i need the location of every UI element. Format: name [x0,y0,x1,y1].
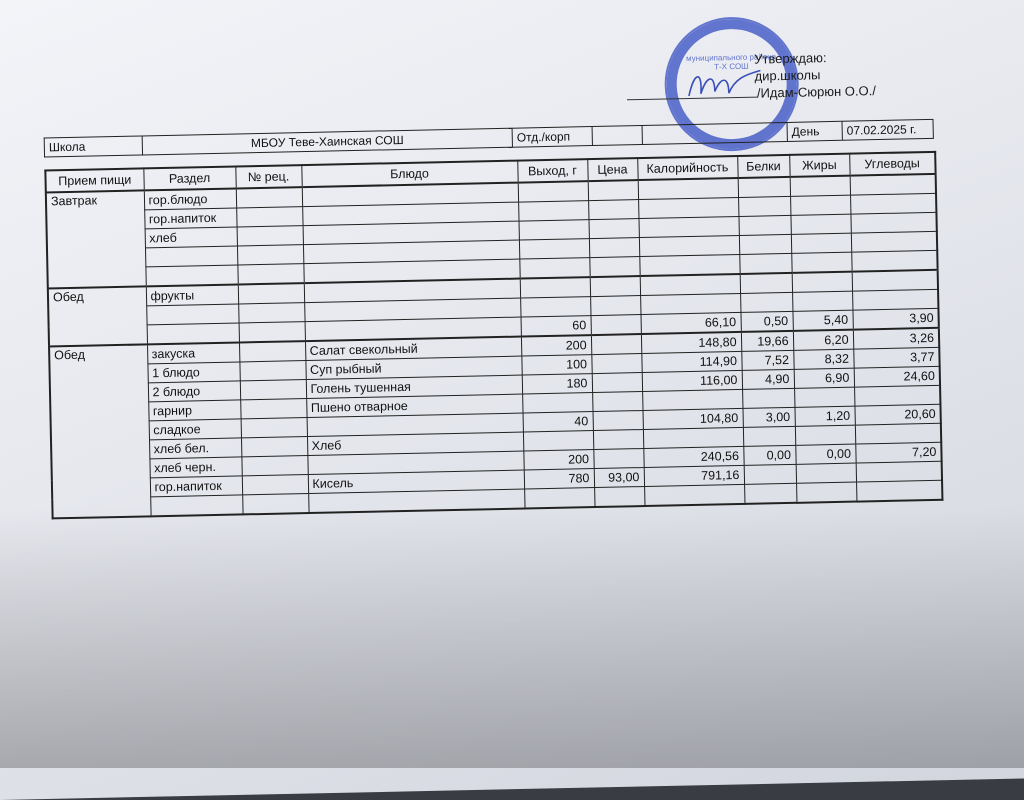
cell-kcal [638,178,738,200]
cell-yield: 200 [521,335,591,356]
cell-protein [744,483,796,504]
cell-yield: 780 [524,469,594,489]
cell-price [593,449,643,469]
cell-dish: Салат свекольный [305,337,521,361]
cell-protein [739,253,791,274]
cell-protein [742,388,794,408]
cell-section [150,495,242,516]
cell-kcal: 66,10 [640,312,740,334]
cell-price [591,334,641,355]
cell-section: хлеб [145,227,237,248]
cell-protein [740,292,792,312]
cell-fat: 0,00 [795,444,855,464]
cell-fat: 5,40 [792,310,852,331]
cell-kcal [639,254,739,276]
cell-price [590,296,640,316]
cell-price [589,238,639,258]
cell-rec [238,303,304,323]
cell-section: хлеб черн. [149,457,241,478]
cell-section: гарнир [148,400,240,421]
cell-fat [792,291,852,311]
cell-price [594,487,644,508]
cell-kcal: 791,16 [644,465,744,486]
col-protein-header: Белки [737,155,789,178]
cell-carbs [852,270,938,291]
cell-price [589,257,639,278]
cell-protein [744,464,796,484]
cell-carbs: 7,20 [855,442,941,463]
cell-dish: Суп рыбный [305,356,521,380]
cell-rec [239,341,305,362]
dept-value [592,125,642,146]
cell-yield [522,393,592,413]
cell-fat [790,176,850,197]
cell-section: гор.напиток [150,476,242,497]
cell-rec [237,264,303,285]
cell-carbs [850,174,936,195]
cell-section [146,304,238,325]
cell-kcal: 104,80 [643,408,743,429]
cell-rec [236,207,302,227]
cell-rec [237,245,303,265]
dept-label: Отд./корп [512,126,592,148]
cell-section: гор.напиток [144,208,236,229]
cell-protein: 0,00 [743,445,795,465]
cell-yield: 180 [522,374,592,394]
school-label: Школа [44,135,142,157]
cell-yield [520,297,590,317]
cell-rec [240,399,306,419]
cell-fat [790,214,850,234]
col-section-header: Раздел [143,167,235,191]
cell-dish [308,489,524,513]
approval-line-2: дир.школы [754,67,821,84]
cell-price [588,219,638,239]
cell-carbs [855,423,941,444]
col-fat-header: Жиры [789,154,849,177]
cell-section: 1 блюдо [147,362,239,383]
cell-yield [518,181,588,202]
cell-protein [740,273,792,294]
cell-fat [796,463,856,483]
approval-line-1: Утверждаю: [754,50,827,67]
cell-carbs [856,461,942,482]
cell-protein [738,177,790,198]
cell-carbs: 3,26 [853,328,939,349]
col-kcal-header: Калорийность [637,156,737,180]
cell-rec [239,361,305,381]
cell-carbs [850,193,936,214]
cell-rec [237,226,303,246]
cell-protein: 7,52 [741,350,793,370]
meal-name: Завтрак [46,190,146,288]
cell-carbs: 20,60 [854,404,940,425]
cell-section [147,323,239,344]
cell-fat [791,252,851,273]
cell-fat [792,272,852,293]
cell-protein [743,426,795,446]
cell-kcal: 116,00 [642,370,742,391]
cell-kcal [640,274,740,296]
cell-fat [795,425,855,445]
cell-rec [242,475,308,495]
cell-price [590,276,640,297]
cell-rec [241,437,307,457]
cell-section [145,265,237,286]
school-name: МБОУ Теве-Хаинская СОШ [142,128,512,156]
cell-carbs: 24,60 [854,366,940,387]
cell-fat [790,195,850,215]
table-body [46,174,943,519]
cell-rec [241,456,307,476]
cell-kcal [640,293,740,314]
cell-fat: 1,20 [794,406,854,426]
cell-price [593,430,643,450]
cell-section: фрукты [146,284,238,305]
approval-block [754,46,985,102]
cell-fat [796,482,856,503]
cell-yield [524,488,594,509]
day-label: День [786,121,841,142]
cell-kcal [642,389,742,410]
cell-protein [738,215,790,235]
cell-yield [518,201,588,221]
cell-section: хлеб бел. [149,438,241,459]
cell-price [591,354,641,374]
stamp-text-mid: Т-Х СОШ [714,61,749,72]
cell-yield [519,258,589,279]
cell-kcal: 114,90 [641,351,741,372]
cell-carbs [851,250,937,271]
cell-protein [738,196,790,216]
cell-fat [794,387,854,407]
cell-carbs [852,289,938,310]
cell-price [593,411,643,431]
cell-carbs [856,480,942,501]
cell-yield [519,220,589,240]
cell-price [588,180,638,201]
cell-protein: 3,00 [742,407,794,427]
cell-protein: 19,66 [741,331,793,352]
approval-line-3 [755,80,985,102]
meal-name: Обед [48,286,147,346]
cell-kcal [638,197,738,218]
cell-rec [241,418,307,438]
cell-section [145,246,237,267]
col-price-header: Цена [587,158,637,181]
cell-fat: 8,32 [793,349,853,369]
cell-carbs [851,231,937,252]
col-carbs-header: Углеводы [849,152,935,176]
cell-price [592,392,642,412]
cell-kcal [643,427,743,448]
cell-protein: 0,50 [740,311,792,332]
cell-yield [523,431,593,451]
col-yield-header: Выход, г [517,159,587,182]
stamp-text-top: муниципального района [685,52,777,64]
cell-dish: Кисель [308,470,524,494]
cell-yield: 100 [521,355,591,375]
cell-price [591,315,641,336]
meal-name: Обед [49,344,151,518]
cell-section: сладкое [149,419,241,440]
cell-rec [238,283,304,304]
cell-rec [239,322,305,343]
cell-carbs: 3,90 [852,308,938,329]
cell-kcal: 148,80 [641,332,741,354]
cell-section: 2 блюдо [148,381,240,402]
cell-kcal [638,216,738,237]
cell-kcal: 240,56 [643,446,743,467]
cell-carbs [854,385,940,406]
signature-line [627,85,757,101]
cell-kcal [644,484,744,506]
cell-yield [520,277,590,298]
col-dish-header: Блюдо [301,161,517,188]
cell-yield: 40 [523,412,593,432]
col-recipe-header: № рец. [235,165,301,188]
menu-table [44,151,943,520]
cell-price: 93,00 [594,468,644,488]
cell-dish: Голень тушенная [306,375,522,399]
cell-yield: 200 [523,450,593,470]
cell-rec [242,494,308,515]
cell-price [592,373,642,393]
cell-rec [236,187,302,208]
cell-section: закуска [147,342,239,363]
cell-carbs: 3,77 [853,347,939,368]
cell-rec [240,380,306,400]
cell-dish: Пшено отварное [306,394,522,418]
cell-protein [739,234,791,254]
cell-price [588,200,638,220]
cell-dish: Хлеб [307,432,523,456]
cell-yield [519,239,589,259]
cell-protein: 4,90 [742,369,794,389]
director-name: /Идам-Сюрюн О.О./ [756,83,877,101]
cell-kcal [639,235,739,256]
cell-fat [791,233,851,253]
cell-yield: 60 [521,316,591,337]
menu-date: 07.02.2025 г. [841,119,933,141]
col-meal-header: Прием пищи [45,168,143,192]
blank-cell [642,122,787,145]
cell-section: гор.блюдо [144,189,236,210]
cell-fat: 6,20 [793,330,853,351]
cell-fat: 6,90 [794,368,854,388]
cell-carbs [850,212,936,233]
